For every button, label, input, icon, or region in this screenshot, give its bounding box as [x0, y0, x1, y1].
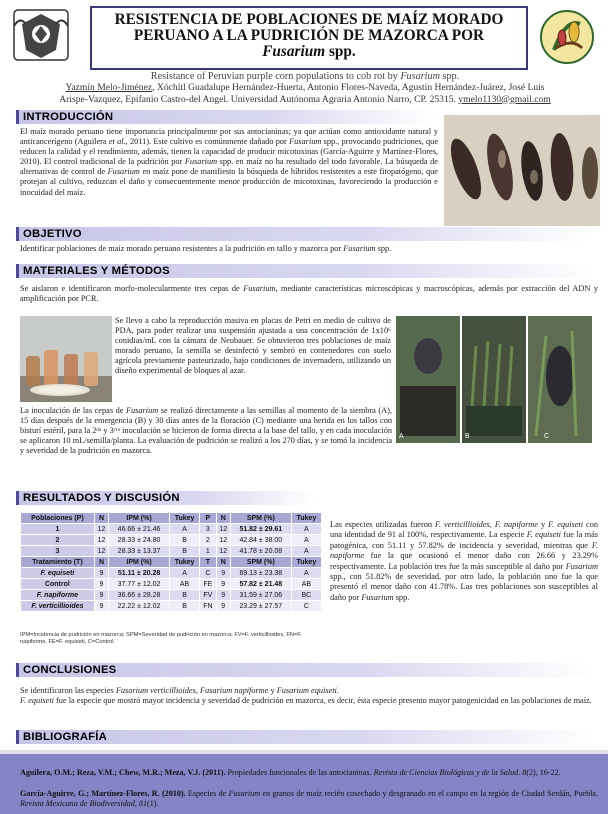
table-cell: 46.66 ± 21.46: [109, 524, 170, 535]
table-header: N: [94, 557, 108, 568]
table-cell: 1: [200, 546, 216, 557]
section-header-objetivo: OBJETIVO: [16, 227, 594, 241]
table-cell: A: [291, 546, 321, 557]
table-header: SPM (%): [230, 557, 291, 568]
table-header: IPM (%): [109, 513, 170, 524]
table-cell: 9: [216, 568, 230, 579]
table-header: Tratamiento (T): [21, 557, 95, 568]
section-header-conclusiones: CONCLUSIONES: [16, 663, 594, 677]
table-cell: FV: [200, 590, 216, 601]
table-cell: B: [169, 546, 199, 557]
table-cell: 1: [21, 524, 95, 535]
table-cell: FE: [200, 579, 216, 590]
table-row: [21, 546, 322, 557]
section-header-bibliografia: BIBLIOGRAFÍA: [16, 730, 594, 744]
table-cell: BC: [291, 590, 321, 601]
table-cell: 12: [94, 535, 108, 546]
title-genus: Fusarium: [262, 43, 326, 60]
table-cell: 12: [94, 546, 108, 557]
section-header-intro: INTRODUCCIÓN: [16, 110, 436, 124]
poster-title: [90, 6, 528, 70]
photo-label-a: A: [399, 433, 404, 440]
table-cell: 69.13 ± 23.38: [230, 568, 291, 579]
title-line-2: PERUANO A LA PUDRICIÓN DE MAZORCA POR: [133, 27, 485, 44]
table-cell: 9: [94, 590, 108, 601]
table-cell: B: [169, 601, 199, 612]
table-row: [21, 535, 322, 546]
table-cell: 9: [216, 601, 230, 612]
table-cell: B: [169, 535, 199, 546]
table-row: [21, 524, 322, 535]
table-cell: C: [291, 601, 321, 612]
table-cell: F. verticillioides: [21, 601, 95, 612]
table-header: Poblaciones (P): [21, 513, 95, 524]
first-author: Yazmín Melo-Jiménez: [65, 82, 153, 93]
table-footnote: IPM=Incidencia de pudrición en mazorca; SPM=Severidad de pudrición en mazorca; FV=F. verticillioides, FN=F. napiforme, FE=F. equiseti, C=Control.: [20, 632, 302, 645]
table-cell: C: [200, 568, 216, 579]
table-header: Tukey: [291, 513, 321, 524]
table-header: Tukey: [169, 557, 199, 568]
author-email[interactable]: ymelo1130@gmail.com: [458, 93, 551, 105]
reference-1: Aguilera, O.M.; Reza, V.M.; Chew, M.R.; Meza, V.J. (2011). Propiedades funcionales de las antocianinas. Revista de Ciencias Biológicas y de la Salud. 8(2), 16-22.: [20, 768, 561, 777]
section-header-resultados: RESULTADOS Y DISCUSIÓN: [16, 491, 316, 505]
table-cell: A: [169, 568, 199, 579]
petri-dish-cultures-photo: [20, 316, 112, 402]
table-cell: AB: [169, 579, 199, 590]
table-cell: 22.22 ± 12.02: [109, 601, 170, 612]
table-cell: 31.59 ± 27.06: [230, 590, 291, 601]
table-header: P: [200, 513, 216, 524]
table-cell: 23.29 ± 27.57: [230, 601, 291, 612]
table-header-row-treatments: [21, 557, 322, 568]
table-cell: 3: [200, 524, 216, 535]
table-cell: 9: [216, 590, 230, 601]
table-cell: B: [169, 590, 199, 601]
section-header-materiales: MATERIALES Y MÉTODOS: [16, 264, 594, 278]
table-cell: 9: [94, 568, 108, 579]
table-cell: 12: [216, 546, 230, 557]
table-cell: 9: [94, 579, 108, 590]
plant-pathology-logo: [536, 8, 598, 66]
university-logo: [10, 6, 72, 64]
table-header: T: [200, 557, 216, 568]
materiales-intro-paragraph: Se aislaron e identificaron morfo-molecularmente tres cepas de Fusarium, mediante características microscópicas y macroscópicas, además por extracción del ADN y amplificación por PCR.: [20, 284, 599, 304]
table-cell: 28.33 ± 24.80: [109, 535, 170, 546]
table-cell: Control: [21, 579, 95, 590]
table-cell: 2: [21, 535, 95, 546]
resultados-paragraph: Las especies utilizadas fueron F. verticillioides, F. napiforme y F. equiseti con una identidad de 91 al 100%, respectivamente. La especie F. equiseti fue la más patogénica, con 51.11 y 57.82% de incidencia y severidad, mientras que F. napiforme fue la que ocasionó el menor daño con 26.66 y 23.29% respectivamente. La población tres fue la más susceptible al daño por Fusarium spp., con 51.82% de severidad, por otro lado, la población uno fue la que presentó el menor daño con 41.78%. Las tres poblaciones son susceptibles al daño por Fusarium spp.: [330, 520, 598, 602]
table-cell: 41.78 ± 20.08: [230, 546, 291, 557]
table-header: N: [216, 557, 230, 568]
table-header: Tukey: [169, 513, 199, 524]
conclusiones-paragraph: Se identificaron las especies Fusarium verticillioides, Fusarium napiforme y Fusarium equiseti. F. equiseti fue la especie que mostró mayor incidencia y severidad de pudrición en mazorca, es decir, ésta especie presento mayor patogenicidad en las poblaciones de maíz.: [20, 686, 592, 706]
title-spp: spp.: [325, 43, 356, 60]
table-cell: F. napiforme: [21, 590, 95, 601]
greenhouse-experiment-photos: [396, 316, 592, 443]
table-cell: 9: [94, 601, 108, 612]
bibliography-divider: [0, 750, 608, 754]
table-header: N: [94, 513, 108, 524]
results-table: [20, 512, 322, 612]
photo-label-c: C: [544, 433, 550, 440]
table-cell: 9: [216, 579, 230, 590]
table-row: [21, 601, 322, 612]
photo-label-b: B: [465, 433, 470, 440]
table-header: Tukey: [291, 557, 321, 568]
materiales-lower-paragraph: La inoculación de las cepas de Fusarium se realizó directamente a las semillas al momento de la siembra (A), 15 días después de la emergencia (B) y 30 días antes de la floración (C) mediante una herida en los tallos con bisturí estéril, para la 2ᵈᵃ y 3ᶜʳᵃ inoculación se hicieron de forma directa a la base del tallo, y en cada inoculación se aplicaron 10 mL/semilla/planta. La evaluación de pudrición se realizó a los 270 días, y se tomó la incidencia y severidad de la pudrición en mazorca.: [20, 406, 392, 456]
table-header: N: [216, 513, 230, 524]
table-row: [21, 579, 322, 590]
table-cell: A: [291, 524, 321, 535]
intro-paragraph: El maíz morado peruano tiene importancia principalmente por sus antocianinas; ya que actúan como antioxidante natural y anticancerígeno (Aguilera et al., 2011). Este cultivo es comúnmente dañado por Fusarium spp., provocando pudriciones, que reducen la calidad y el rendimiento, además, tienen la capacidad de producir micotoxinas (García-Aguirre y Martínez-Flores, 2010). El control tradicional de la pudrición por Fusarium spp. en maíz no ha resultado del todo favorable. La búsqueda de alternativas de control de Fusarium en maíz pone de manifiesto la búsqueda de híbridos resistentes a este fitopatógeno, que protejan al cultivo, reduzcan el daño y consecuentemente menor producción de micotoxinas, favoreciendo la producción e inocuidad del maíz.: [20, 127, 439, 197]
table-cell: 2: [200, 535, 216, 546]
table-cell: 36.66 ± 28.28: [109, 590, 170, 601]
author-list: Yazmín Melo-Jiménez, Xóchitl Guadalupe Hernández-Huerta, Antonio Flores-Naveda, Agustín Hernández-Juárez, José Luis Arispe-Vazquez, Epifanio Castro-del Angel. Universidad Autónoma Agraria Antonio Narro, CP. 25315. ymelo1130@gmail.com: [59, 82, 551, 105]
table-cell: A: [291, 535, 321, 546]
objetivo-paragraph: Identificar poblaciones de maíz morado peruano resistentes a la pudrición en tallo y mazorca por Fusarium spp.: [20, 244, 392, 253]
table-header: SPM (%): [230, 513, 291, 524]
table-cell: AB: [291, 579, 321, 590]
table-header: IPM (%): [109, 557, 170, 568]
table-cell: 51.11 ± 20.28: [109, 568, 170, 579]
table-cell: A: [291, 568, 321, 579]
table-cell: 12: [94, 524, 108, 535]
table-cell: 3: [21, 546, 95, 557]
table-cell: 42.84 ± 38.00: [230, 535, 291, 546]
english-subtitle: Resistance of Peruvian purple corn populations to cob rot by Fusarium spp.: [150, 71, 460, 82]
table-cell: F. equiseti: [21, 568, 95, 579]
table-header-row-populations: [21, 513, 322, 524]
table-cell: 12: [216, 535, 230, 546]
table-row: [21, 568, 322, 579]
table-cell: A: [169, 524, 199, 535]
table-row: [21, 590, 322, 601]
table-cell: FN: [200, 601, 216, 612]
title-line-1: RESISTENCIA DE POBLACIONES DE MAÍZ MORADO: [114, 11, 504, 28]
table-cell: 12: [216, 524, 230, 535]
purple-corn-cobs-photo: [444, 115, 600, 226]
table-cell: 57.82 ± 21.48: [230, 579, 291, 590]
materiales-middle-paragraph: Se llevo a cabo la reproducción masiva en placas de Petri en medio de cultivo de PDA, para poder realizar una suspensión ajustada a una concentración de 1x10⁶ conidias/mL con la cámara de Neubauer. Se obtuvieron tres poblaciones de maíz morado peruano, la semilla se desinfectó y sembró en contenedores con suelo agrícola previamente pasteurizado, bajo condiciones de invernadero, utilizando un diseño experimental de bloques al azar.: [115, 316, 391, 376]
title-line-3: [92, 44, 526, 60]
reference-2: García-Aguirre, G.; Martínez-Flores, R. (2010). Especies de Fusarium en granos de maíz recién cosechado y desgranado en el campo en la región de Ciudad Serdán, Puebla. Revista Mexicana de Biodiversidad, 81(1).: [20, 789, 599, 808]
table-cell: 28.33 ± 13.37: [109, 546, 170, 557]
table-cell: 51.82 ± 29.61: [230, 524, 291, 535]
table-cell: 37.77 ± 12.02: [109, 579, 170, 590]
